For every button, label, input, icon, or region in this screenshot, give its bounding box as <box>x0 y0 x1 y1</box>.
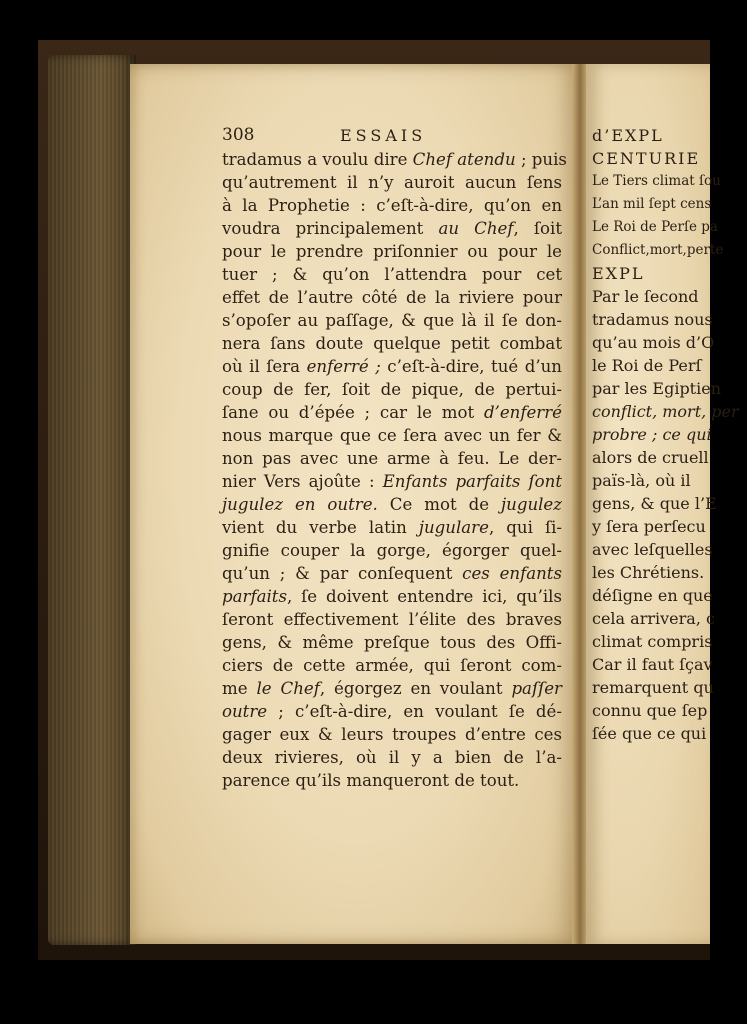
text-run: nous marque que ce ſera avec un fer & <box>222 426 562 445</box>
text-run: , qui ſi- <box>488 518 562 537</box>
right-text-line: y ſera perſecu <box>592 517 706 536</box>
italic-text: paſſer <box>511 679 562 698</box>
right-text-line: avec leſquelles <box>592 540 713 559</box>
right-text-line: Conflict,mort,perte <box>592 242 724 258</box>
italic-text: jugulare <box>418 518 489 537</box>
right-text-line: alors de cruell <box>592 448 709 467</box>
right-text-line: probre ; ce qui <box>592 425 712 444</box>
right-text-line: Par le ſecond <box>592 287 699 306</box>
text-run: tuer ; & qu’on l’attendra pour cet <box>222 265 562 284</box>
right-text-line: EXPL <box>592 264 645 283</box>
text-run: gnifie couper la gorge, égorger quel- <box>222 541 562 560</box>
text-line <box>222 217 562 240</box>
italic-text: jugulez en outre. <box>222 495 378 514</box>
italic-text: ces enfants <box>462 564 562 583</box>
text-line <box>222 332 562 355</box>
text-run: effet de l’autre côté de la riviere pour <box>222 288 562 307</box>
text-line <box>222 447 562 470</box>
text-line <box>222 309 562 332</box>
text-line <box>222 608 562 631</box>
right-text-line: déſigne en que <box>592 586 713 605</box>
text-run: parence qu’ils manqueront de tout. <box>222 771 520 790</box>
right-text-line: par les Egiptien <box>592 379 721 398</box>
right-text-line: gens, & que l’E <box>592 494 717 513</box>
text-line <box>222 493 562 516</box>
text-run: qu’autrement il n’y auroit aucun ſens <box>222 173 562 192</box>
text-run: voudra principalement <box>222 219 439 238</box>
text-run: , ſoit <box>513 219 562 238</box>
text-run: c’eſt-à-dire, tué d’un <box>380 357 562 376</box>
text-run: ſeront effectivement l’élite des braves <box>222 610 562 629</box>
text-line <box>222 677 562 700</box>
text-run: non pas avec une arme à feu. Le der- <box>222 449 562 468</box>
right-text-line: connu que ſep <box>592 701 708 720</box>
right-text-line: CENTURIE <box>592 149 701 168</box>
text-line <box>222 746 562 769</box>
text-run: me <box>222 679 257 698</box>
right-page-text <box>592 124 739 745</box>
text-run: ciers de cette armée, qui ſeront com- <box>222 656 562 675</box>
right-text-line: Le Tiers climat ſou <box>592 173 721 189</box>
right-text-line: les Chrétiens. <box>592 563 705 582</box>
text-run: ſane ou d’épée ; car le mot <box>222 403 484 422</box>
text-line <box>222 240 562 263</box>
text-run: pour le prendre priſonnier ou pour le <box>222 242 562 261</box>
text-run: coup de fer, ſoit de pique, de pertui- <box>222 380 562 399</box>
text-run: , égorgez en voulant <box>319 679 512 698</box>
italic-text: parfaits <box>222 587 287 606</box>
text-line <box>222 194 562 217</box>
italic-text: Enfants parfaits ſont <box>382 472 562 491</box>
text-line <box>222 516 562 539</box>
page-number: 308 <box>222 125 255 145</box>
text-line <box>222 401 562 424</box>
text-line <box>222 171 562 194</box>
right-text-line: païs-là, où il <box>592 471 691 490</box>
right-text-line: d’EXPL <box>592 126 664 145</box>
right-text-line: le Roi de Perſ <box>592 356 702 375</box>
text-run: ; puis <box>515 150 567 169</box>
text-line <box>222 723 562 746</box>
italic-text: le Chef <box>256 679 320 698</box>
text-line <box>222 585 562 608</box>
text-run: où il ſera <box>222 357 307 376</box>
text-line <box>222 700 562 723</box>
italic-text: outre <box>222 702 268 721</box>
right-text-line: Car il faut ſçav <box>592 655 713 674</box>
book-fore-edge <box>48 55 136 945</box>
text-line <box>222 631 562 654</box>
italic-text: enferré ; <box>306 357 381 376</box>
right-text-line: remarquent qu <box>592 678 714 697</box>
left-page-text <box>222 124 567 792</box>
text-run: s’opoſer au paſſage, & que là il ſe don- <box>222 311 562 330</box>
text-line <box>222 355 562 378</box>
running-head <box>222 124 562 148</box>
right-text-line: L’an mil ſept cens <box>592 196 712 212</box>
text-run: ; c’eſt-à-dire, en voulant ſe dé- <box>267 702 562 721</box>
text-run: vient du verbe latin <box>222 518 419 537</box>
right-text-line: Le Roi de Perſe pa <box>592 219 718 235</box>
right-text-line: climat compris <box>592 632 713 651</box>
italic-text: au Chef <box>438 219 514 238</box>
text-line <box>222 263 562 286</box>
right-text-line: ſée que ce qui <box>592 724 707 743</box>
text-line <box>222 654 562 677</box>
text-line <box>222 470 562 493</box>
text-line <box>222 378 562 401</box>
text-run: gens, & même preſque tous des Offi- <box>222 633 562 652</box>
italic-text: d’enferré <box>483 403 562 422</box>
text-run: deux rivieres, où il y a bien de l’a- <box>222 748 562 767</box>
right-text-line: conflict, mort, per <box>592 402 739 421</box>
text-line <box>222 286 562 309</box>
text-line <box>222 769 562 792</box>
text-line <box>222 148 567 171</box>
text-run: tradamus a voulu dire <box>222 150 413 169</box>
italic-text: jugulez <box>500 495 562 514</box>
text-line <box>222 562 562 585</box>
italic-text: Chef atendu <box>412 150 516 169</box>
left-page-body <box>222 148 567 792</box>
text-run: gager eux & leurs troupes d’entre ces <box>222 725 562 744</box>
right-text-line: cela arrivera, c <box>592 609 715 628</box>
right-text-line: qu’au mois d’O <box>592 333 715 352</box>
text-run: à la Prophetie : c’eſt-à-dire, qu’on en <box>222 196 562 215</box>
text-run: nera ſans doute quelque petit combat <box>222 334 562 353</box>
running-title: ESSAIS <box>340 126 427 145</box>
text-line <box>222 424 562 447</box>
text-run: nier Vers ajoûte : <box>222 472 383 491</box>
text-run: , ſe doivent entendre ici, qu’ils <box>286 587 562 606</box>
text-line <box>222 539 562 562</box>
text-run: qu’un ; & par conſequent <box>222 564 463 583</box>
text-run: Ce mot de <box>377 495 501 514</box>
right-text-line: tradamus nous <box>592 310 713 329</box>
